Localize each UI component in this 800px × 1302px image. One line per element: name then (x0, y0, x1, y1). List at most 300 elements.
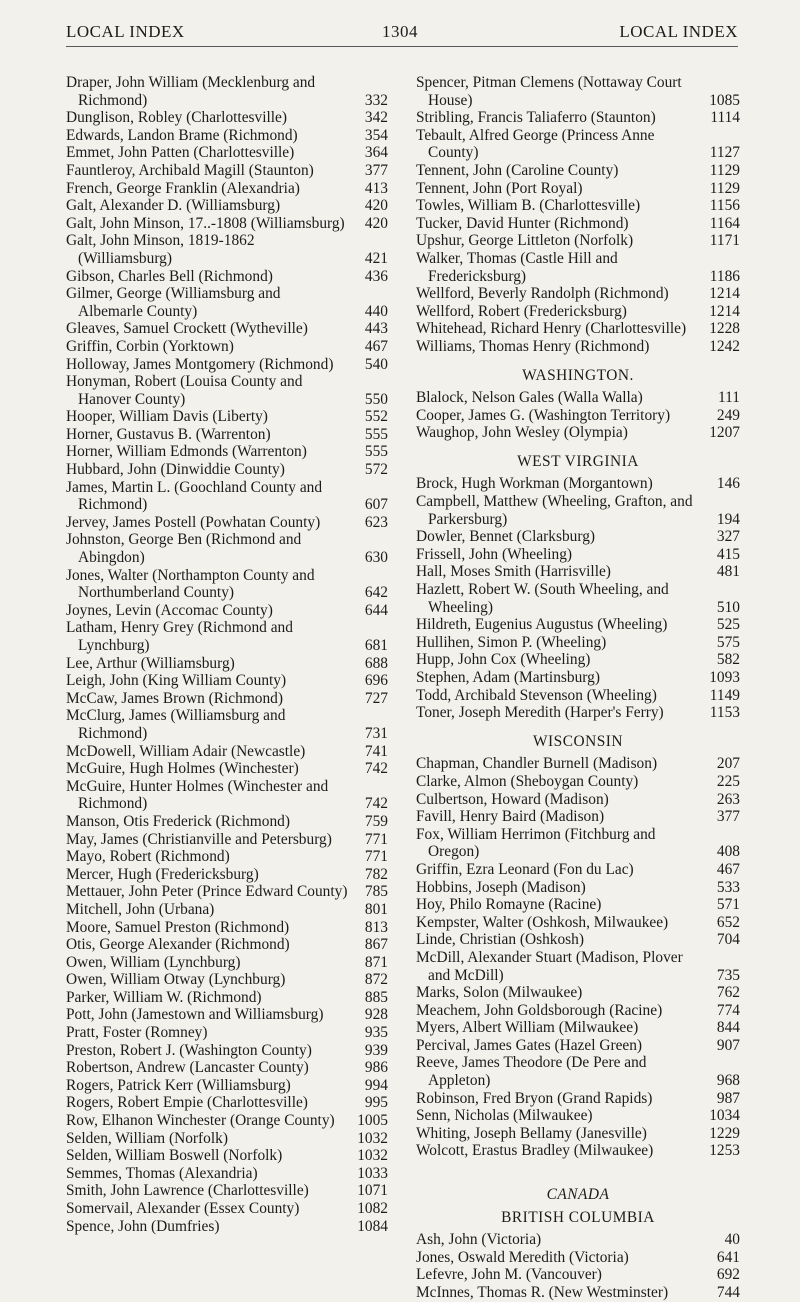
entry-page-number: 408 (716, 843, 740, 861)
entry-page-number: 1071 (357, 1182, 388, 1200)
west-virginia-section (416, 475, 740, 721)
entry-name: Percival, James Gates (Hazel Green) (416, 1036, 643, 1054)
entry-page-number: 987 (716, 1089, 740, 1107)
entry-page-number: 552 (364, 408, 388, 426)
entry-page-number: 1171 (709, 232, 740, 250)
entry-page-number: 555 (364, 425, 388, 443)
index-entry (416, 1090, 740, 1108)
entry-name: Galt, John Minson, 17..-1808 (Williamsburg) (66, 214, 345, 232)
index-entry (66, 954, 388, 972)
entry-page-number: 1156 (709, 197, 740, 215)
index-entry (66, 1200, 388, 1218)
index-entry (66, 813, 388, 831)
entry-page-number: 555 (364, 443, 388, 461)
entry-page-number: 1032 (357, 1129, 388, 1147)
entry-page-number: 782 (364, 865, 388, 883)
entry-page-number: 885 (364, 988, 388, 1006)
entry-page-number: 630 (364, 549, 388, 567)
entry-page-number: 742 (364, 760, 388, 778)
entry-page-number: 907 (716, 1036, 740, 1054)
entry-name: Rogers, Patrick Kerr (Williamsburg) (66, 1076, 291, 1094)
index-entry (416, 109, 740, 127)
entry-name: Preston, Robert J. (Washington County) (66, 1041, 312, 1059)
wisconsin-section (416, 755, 740, 1160)
entry-name: McDill, Alexander Stuart (Madison, Plover and McDill) (416, 948, 683, 984)
index-entry (416, 704, 740, 722)
entry-page-number: 771 (364, 848, 388, 866)
index-entry (66, 690, 388, 708)
entry-page-number: 443 (364, 320, 388, 338)
entry-name: Spence, John (Dumfries) (66, 1217, 220, 1235)
index-entry (66, 162, 388, 180)
index-entry (416, 424, 740, 442)
entry-page-number: 194 (716, 510, 740, 528)
index-entry (416, 931, 740, 949)
entry-page-number: 744 (716, 1284, 740, 1301)
entry-page-number: 575 (716, 633, 740, 651)
entry-name: James, Martin L. (Goochland County and Richmond) (66, 478, 323, 514)
page-number: 1304 (382, 22, 418, 41)
index-entry (66, 1218, 388, 1236)
index-entry (416, 475, 740, 493)
entry-name: McGuire, Hugh Holmes (Winchester) (66, 760, 299, 778)
index-entry (66, 567, 388, 602)
entry-page-number: 1093 (709, 669, 740, 686)
entry-name: Chapman, Chandler Burnell (Madison) (416, 755, 658, 773)
index-entry (416, 755, 740, 773)
entry-page-number: 1084 (357, 1217, 388, 1235)
entry-page-number: 249 (716, 406, 740, 424)
entry-name: Favill, Henry Baird (Madison) (416, 808, 605, 826)
entry-name: Senn, Nicholas (Milwaukee) (416, 1107, 593, 1125)
entry-page-number: 1005 (357, 1112, 388, 1130)
british-columbia-heading: BRITISH COLUMBIA (501, 1208, 655, 1226)
entry-name: Joynes, Levin (Accomac County) (66, 601, 273, 619)
entry-name: Kempster, Walter (Oshkosh, Milwaukee) (416, 913, 669, 931)
entry-name: Owen, William (Lynchburg) (66, 953, 241, 971)
entry-page-number: 342 (364, 109, 388, 127)
index-entry (66, 672, 388, 690)
entry-page-number: 844 (716, 1019, 740, 1037)
index-entry (66, 408, 388, 426)
entry-name: Meachem, John Goldsborough (Racine) (416, 1001, 663, 1019)
index-entry (66, 531, 388, 566)
index-entry (416, 320, 740, 338)
index-entry (66, 1006, 388, 1024)
entry-page-number: 582 (716, 651, 740, 669)
index-entry (66, 936, 388, 954)
entry-name: Clarke, Almon (Sheboygan County) (416, 772, 639, 790)
entry-name: Mayo, Robert (Richmond) (66, 848, 230, 866)
entry-page-number: 481 (716, 563, 740, 581)
entry-name: Pott, John (Jamestown and Williamsburg) (66, 1006, 324, 1024)
entry-page-number: 986 (364, 1059, 388, 1077)
entry-name: Waughop, John Wesley (Olympia) (416, 424, 628, 442)
index-entry (66, 971, 388, 989)
index-entry (66, 655, 388, 673)
index-entry (66, 285, 388, 320)
index-entry (416, 127, 740, 162)
index-entry (66, 743, 388, 761)
entry-page-number: 935 (364, 1024, 388, 1042)
entry-name: Griffin, Ezra Leonard (Fon du Lac) (416, 860, 634, 878)
entry-page-number: 692 (716, 1266, 740, 1284)
entry-page-number: 1228 (709, 320, 740, 338)
entry-name: Honyman, Robert (Louisa County and Hanover County) (66, 373, 303, 408)
entry-name: Myers, Albert William (Milwaukee) (416, 1019, 639, 1037)
index-entry (66, 514, 388, 532)
index-entry (416, 581, 740, 616)
entry-page-number: 1082 (357, 1200, 388, 1217)
entry-page-number: 801 (364, 900, 388, 918)
entry-page-number: 968 (716, 1072, 740, 1090)
index-entry (416, 285, 740, 303)
index-entry (416, 389, 740, 407)
entry-name: Linde, Christian (Oshkosh) (416, 931, 584, 949)
index-entry (416, 1142, 740, 1160)
entry-page-number: 572 (364, 461, 388, 479)
entry-name: Gleaves, Samuel Crockett (Wytheville) (66, 320, 308, 338)
entry-name: Jones, Oswald Meredith (Victoria) (416, 1248, 629, 1266)
entry-name: Emmet, John Patten (Charlottesville) (66, 144, 295, 162)
entry-name: Selden, William Boswell (Norfolk) (66, 1147, 283, 1165)
entry-name: Hildreth, Eugenius Augustus (Wheeling) (416, 616, 668, 634)
entry-name: Reeve, James Theodore (De Pere and Appleton) (416, 1054, 647, 1090)
index-entry (66, 1094, 388, 1112)
entry-name: Tebault, Alfred George (Princess Anne County) (416, 126, 655, 162)
entry-page-number: 1032 (357, 1147, 388, 1165)
entry-page-number: 774 (716, 1001, 740, 1019)
header-rule (66, 46, 738, 47)
entry-page-number: 871 (364, 953, 388, 971)
entry-name: Draper, John William (Mecklenburg and Richmond) (66, 74, 316, 109)
entry-name: Upshur, George Littleton (Norfolk) (416, 232, 634, 250)
entry-name: Towles, William B. (Charlottesville) (416, 197, 641, 215)
washington-section (416, 389, 740, 442)
entry-name: Jones, Walter (Northampton County and Northumberland County) (66, 566, 315, 602)
entry-name: Stephen, Adam (Martinsburg) (416, 669, 600, 686)
entry-page-number: 533 (716, 878, 740, 896)
entry-page-number: 571 (716, 896, 740, 914)
west-virginia-heading: WEST VIRGINIA (517, 452, 639, 470)
index-entry (66, 619, 388, 654)
index-entry (66, 426, 388, 444)
index-entry (416, 563, 740, 581)
entry-page-number: 207 (716, 755, 740, 773)
entry-name: Hupp, John Cox (Wheeling) (416, 651, 591, 669)
entry-name: Tucker, David Hunter (Richmond) (416, 214, 629, 232)
index-entry (416, 687, 740, 705)
entry-page-number: 1207 (709, 424, 740, 442)
entry-name: Walker, Thomas (Castle Hill and Fredericksburg) (416, 249, 618, 285)
entry-page-number: 111 (718, 389, 740, 407)
index-entry (66, 338, 388, 356)
left-column (66, 74, 388, 1235)
entry-page-number: 377 (716, 808, 740, 826)
entry-name: Lee, Arthur (Williamsburg) (66, 654, 235, 672)
entry-name: Semmes, Thomas (Alexandria) (66, 1164, 258, 1182)
entry-page-number: 1242 (709, 337, 740, 355)
index-entry (66, 831, 388, 849)
index-entry (66, 479, 388, 514)
entry-name: Williams, Thomas Henry (Richmond) (416, 337, 650, 355)
entry-name: Wellford, Robert (Fredericksburg) (416, 302, 627, 320)
index-entry (66, 320, 388, 338)
entry-page-number: 1129 (709, 179, 740, 197)
index-entry (416, 651, 740, 669)
entry-name: Moore, Samuel Preston (Richmond) (66, 918, 290, 936)
index-entry (66, 127, 388, 145)
entry-page-number: 327 (716, 528, 740, 546)
entry-name: Hooper, William Davis (Liberty) (66, 408, 268, 426)
entry-page-number: 421 (364, 249, 388, 267)
entry-page-number: 420 (364, 197, 388, 215)
index-entry (416, 338, 740, 356)
entry-page-number: 420 (364, 214, 388, 232)
index-entry (66, 707, 388, 742)
index-entry (66, 1077, 388, 1095)
entry-name: Fauntleroy, Archibald Magill (Staunton) (66, 161, 314, 179)
entry-page-number: 652 (716, 913, 740, 931)
entry-name: Todd, Archibald Stevenson (Wheeling) (416, 686, 657, 704)
entry-page-number: 1153 (709, 704, 740, 722)
index-entry (416, 74, 740, 109)
entry-name: Culbertson, Howard (Madison) (416, 790, 609, 808)
index-entry (416, 1107, 740, 1125)
entry-page-number: 1085 (709, 91, 740, 109)
index-entry (416, 528, 740, 546)
index-entry (416, 215, 740, 233)
index-entry (66, 883, 388, 901)
entry-page-number: 1114 (710, 109, 740, 127)
entry-name: McDowell, William Adair (Newcastle) (66, 742, 306, 760)
entry-page-number: 644 (364, 601, 388, 619)
british-columbia-section (416, 1231, 740, 1301)
index-entry (416, 861, 740, 879)
entry-name: Manson, Otis Frederick (Richmond) (66, 812, 290, 830)
entry-page-number: 704 (716, 931, 740, 949)
entry-page-number: 1127 (709, 144, 740, 162)
entry-page-number: 995 (364, 1094, 388, 1112)
entry-name: McInnes, Thomas R. (New Westminster) (416, 1284, 669, 1301)
entry-page-number: 263 (716, 790, 740, 808)
entry-page-number: 939 (364, 1041, 388, 1059)
entry-name: Jervey, James Postell (Powhatan County) (66, 513, 321, 531)
index-entry (66, 778, 388, 813)
index-entry (416, 407, 740, 425)
entry-name: Robinson, Fred Bryon (Grand Rapids) (416, 1089, 653, 1107)
entry-page-number: 225 (716, 772, 740, 790)
entry-name: Mettauer, John Peter (Prince Edward County) (66, 883, 348, 901)
entry-name: Whitehead, Richard Henry (Charlottesville) (416, 320, 687, 338)
entry-page-number: 354 (364, 126, 388, 144)
entry-page-number: 623 (364, 513, 388, 531)
right-column (416, 74, 740, 1302)
entry-name: Selden, William (Norfolk) (66, 1129, 228, 1147)
index-entry (66, 1024, 388, 1042)
entry-name: Horner, William Edmonds (Warrenton) (66, 443, 307, 461)
index-entry (66, 989, 388, 1007)
index-entry (66, 866, 388, 884)
index-entry (416, 791, 740, 809)
entry-page-number: 415 (716, 545, 740, 563)
index-entry (66, 1130, 388, 1148)
entry-name: Hubbard, John (Dinwiddie County) (66, 461, 285, 479)
entry-page-number: 813 (364, 918, 388, 936)
entry-page-number: 742 (364, 795, 388, 813)
index-entry (416, 1249, 740, 1267)
entry-name: Spencer, Pitman Clemens (Nottaway Court House) (416, 74, 682, 109)
index-entry (416, 303, 740, 321)
index-entry (66, 443, 388, 461)
virginia-continued-section (416, 74, 740, 356)
entry-page-number: 440 (364, 302, 388, 320)
washington-heading: WASHINGTON. (522, 366, 634, 384)
entry-name: Marks, Solon (Milwaukee) (416, 984, 583, 1002)
index-entry (416, 197, 740, 215)
entry-name: Galt, John Minson, 1819-1862 (Williamsburg) (66, 232, 255, 267)
entry-page-number: 785 (364, 883, 388, 901)
index-entry (416, 493, 740, 528)
index-entry (66, 461, 388, 479)
index-entry (66, 74, 388, 109)
entry-name: Dowler, Bennet (Clarksburg) (416, 528, 596, 546)
running-head-left: LOCAL INDEX (66, 22, 185, 41)
entry-name: Whiting, Joseph Bellamy (Janesville) (416, 1124, 647, 1142)
index-entry (66, 356, 388, 374)
entry-name: Tennent, John (Port Royal) (416, 179, 583, 197)
entry-page-number: 641 (716, 1248, 740, 1266)
entry-name: French, George Franklin (Alexandria) (66, 179, 300, 197)
index-entry (416, 669, 740, 687)
index-entry (66, 180, 388, 198)
entry-page-number: 762 (716, 984, 740, 1002)
index-entry (66, 1182, 388, 1200)
entry-page-number: 1149 (709, 686, 740, 704)
index-entry (416, 634, 740, 652)
entry-name: Hazlett, Robert W. (South Wheeling, and Wheeling) (416, 581, 669, 616)
entry-page-number: 467 (364, 337, 388, 355)
entry-name: Stribling, Francis Taliaferro (Staunton) (416, 109, 656, 127)
entry-page-number: 1034 (709, 1107, 740, 1125)
entry-name: Parker, William W. (Richmond) (66, 988, 262, 1006)
index-entry (66, 1059, 388, 1077)
index-entry (416, 1054, 740, 1089)
index-entry (416, 1019, 740, 1037)
entry-name: Wolcott, Erastus Bradley (Milwaukee) (416, 1142, 654, 1160)
entry-page-number: 928 (364, 1006, 388, 1024)
index-entry (416, 1231, 740, 1249)
index-entry (66, 602, 388, 620)
entry-page-number: 607 (364, 496, 388, 514)
entry-name: Campbell, Matthew (Wheeling, Grafton, and Parkersburg) (416, 493, 693, 528)
entry-page-number: 1214 (709, 302, 740, 320)
entry-page-number: 510 (716, 598, 740, 616)
entry-name: Otis, George Alexander (Richmond) (66, 936, 290, 954)
entry-page-number: 727 (364, 689, 388, 707)
entry-name: Mercer, Hugh (Fredericksburg) (66, 865, 259, 883)
index-entry (66, 848, 388, 866)
index-entry (416, 949, 740, 984)
entry-name: Fox, William Herrimon (Fitchburg and Oregon) (416, 825, 656, 861)
wisconsin-heading: WISCONSIN (532, 732, 623, 750)
entry-name: Cooper, James G. (Washington Territory) (416, 406, 671, 424)
entry-page-number: 332 (364, 91, 388, 109)
entry-page-number: 741 (364, 742, 388, 760)
entry-page-number: 525 (716, 616, 740, 634)
entry-name: Griffin, Corbin (Yorktown) (66, 337, 234, 355)
entry-name: Owen, William Otway (Lynchburg) (66, 971, 286, 989)
entry-name: Row, Elhanon Winchester (Orange County) (66, 1112, 335, 1130)
entry-name: Wellford, Beverly Randolph (Richmond) (416, 285, 669, 303)
entry-page-number: 696 (364, 672, 388, 690)
index-entry (416, 896, 740, 914)
entry-name: Frissell, John (Wheeling) (416, 545, 573, 563)
index-entry (416, 773, 740, 791)
entry-name: Hall, Moses Smith (Harrisville) (416, 563, 611, 581)
entry-name: Robertson, Andrew (Lancaster County) (66, 1059, 309, 1077)
index-entry (416, 616, 740, 634)
entry-name: Blalock, Nelson Gales (Walla Walla) (416, 389, 643, 407)
index-entry (66, 144, 388, 162)
index-entry (416, 914, 740, 932)
entry-page-number: 1253 (709, 1142, 740, 1160)
entry-page-number: 550 (364, 390, 388, 408)
entry-page-number: 146 (716, 475, 740, 493)
index-entry (416, 879, 740, 897)
index-entry (416, 546, 740, 564)
index-entry (416, 808, 740, 826)
index-entry (66, 373, 388, 408)
entry-page-number: 1229 (709, 1124, 740, 1142)
entry-page-number: 735 (716, 966, 740, 984)
entry-page-number: 867 (364, 936, 388, 954)
entry-page-number: 377 (364, 161, 388, 179)
index-entry (66, 901, 388, 919)
index-entry (66, 197, 388, 215)
entry-name: Leigh, John (King William County) (66, 672, 287, 690)
entry-page-number: 872 (364, 971, 388, 989)
entry-name: Brock, Hugh Workman (Morgantown) (416, 475, 653, 493)
entry-name: McCaw, James Brown (Richmond) (66, 689, 284, 707)
entry-name: Hobbins, Joseph (Madison) (416, 878, 586, 896)
entry-name: Smith, John Lawrence (Charlottesville) (66, 1182, 309, 1200)
entry-page-number: 1214 (709, 285, 740, 303)
index-entry (416, 232, 740, 250)
canada-heading: CANADA (546, 1186, 610, 1204)
index-entry (416, 1002, 740, 1020)
entry-name: Hoy, Philo Romayne (Racine) (416, 896, 602, 914)
entry-page-number: 688 (364, 654, 388, 672)
entry-name: Latham, Henry Grey (Richmond and Lynchburg) (66, 619, 293, 654)
entry-page-number: 681 (364, 637, 388, 654)
entry-page-number: 540 (364, 355, 388, 373)
entry-page-number: 436 (364, 267, 388, 285)
entry-name: Toner, Joseph Meredith (Harper's Ferry) (416, 704, 664, 722)
index-entry (416, 984, 740, 1002)
index-entry (66, 1042, 388, 1060)
index-entry (66, 268, 388, 286)
entry-name: Pratt, Foster (Romney) (66, 1024, 208, 1042)
index-entry (416, 1125, 740, 1143)
entry-page-number: 413 (364, 179, 388, 197)
entry-name: McClurg, James (Williamsburg and Richmond) (66, 707, 286, 742)
index-entry (66, 232, 388, 267)
entry-name: Johnston, George Ben (Richmond and Abingdon) (66, 531, 302, 567)
entry-page-number: 467 (716, 860, 740, 878)
index-entry (416, 1037, 740, 1055)
index-entry (66, 215, 388, 233)
